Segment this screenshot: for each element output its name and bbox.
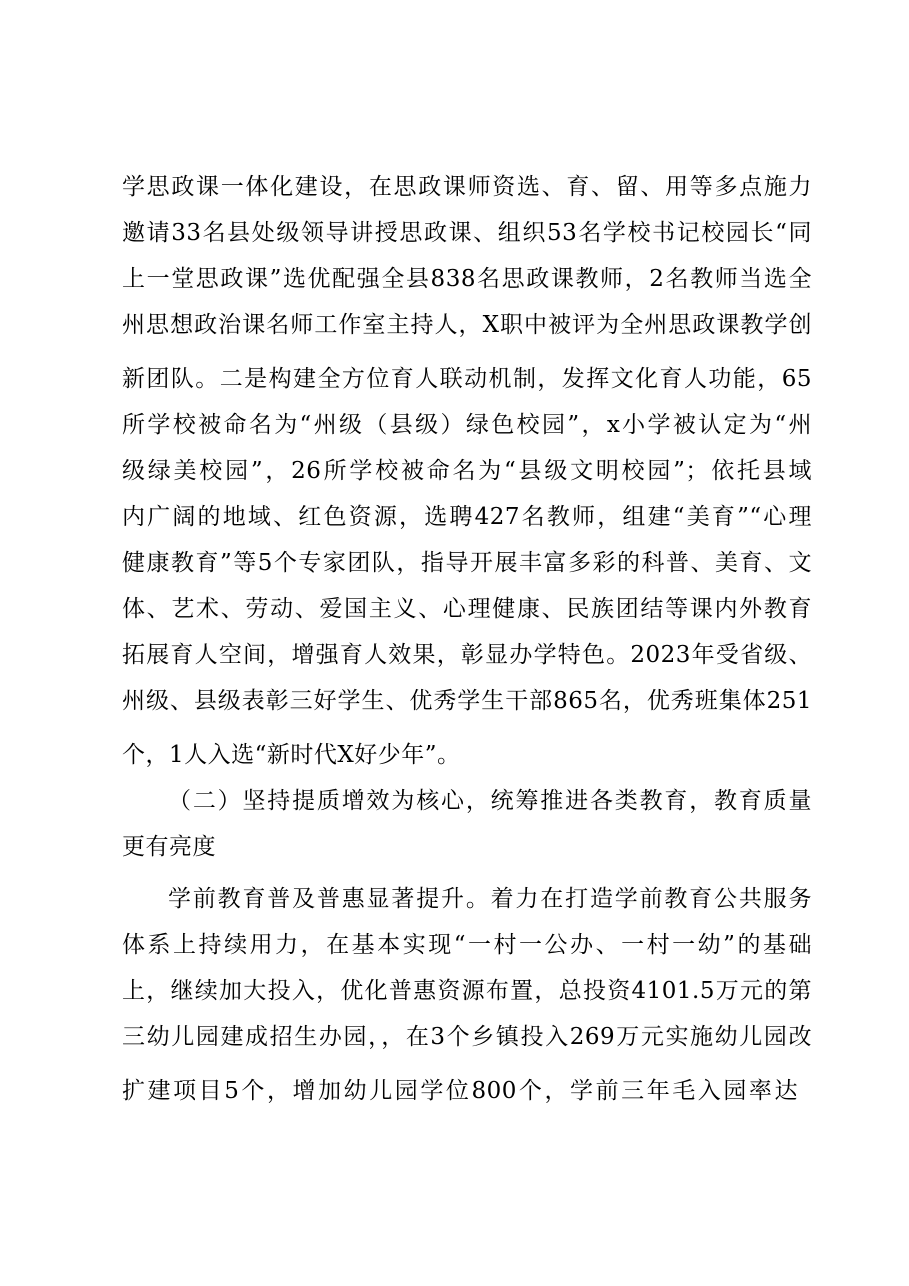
text-line: 健康教育”等5个专家团队，指导开展丰富多彩的科普、美育、文 (122, 550, 812, 576)
paragraph-last-line: 个，1人入选“新时代X好少年”。 (122, 742, 461, 768)
text-line: 州思想政治课名师工作室主持人，X职中被评为全州思政课教学创 (122, 312, 812, 338)
text-line: 州级、县级表彰三好学生、优秀学生干部865名，优秀班集体251 (122, 688, 812, 714)
text-line: 上一堂思政课”选优配强全县838名思政课教师，2名教师当选全 (122, 266, 812, 292)
text-line: 上，继续加大投入，优化普惠资源布置，总投资4101.5万元的第 (122, 978, 812, 1004)
text-line: 体系上持续用力，在基本实现“一村一公办、一村一幼”的基础 (122, 932, 812, 958)
text-line: 体、艺术、劳动、爱国主义、心理健康、民族团结等课内外教育 (122, 596, 812, 622)
text-line: 学思政课一体化建设，在思政课师资选、育、留、用等多点施力 (122, 174, 812, 200)
text-line: 新团队。二是构建全方位育人联动机制，发挥文化育人功能，65 (122, 366, 812, 392)
text-line: 邀请33名县处级领导讲授思政课、组织53名学校书记校园长“同 (122, 220, 812, 246)
text-line: 拓展育人空间，增强育人效果，彰显办学特色。2023年受省级、 (122, 642, 812, 668)
section-heading: （二）坚持提质增效为核心，统筹推进各类教育，教育质量 (168, 788, 812, 814)
text-line: 级绿美校园”，26所学校被命名为“县级文明校园”；依托县域 (122, 458, 812, 484)
text-line: 所学校被命名为“州级（县级）绿色校园”，x小学被认定为“州 (122, 412, 812, 438)
section-heading-continued: 更有亮度 (122, 834, 216, 860)
text-line: 扩建项目5个，增加幼儿园学位800个，学前三年毛入园率达 (122, 1078, 798, 1104)
paragraph-first-line: 学前教育普及普惠显著提升。着力在打造学前教育公共服务 (168, 886, 812, 912)
text-line: 三幼儿园建成招生办园，，在3个乡镇投入269万元实施幼儿园改 (122, 1024, 812, 1050)
text-line: 内广阔的地域、红色资源，选聘427名教师，组建“美育”“心理 (122, 504, 812, 530)
